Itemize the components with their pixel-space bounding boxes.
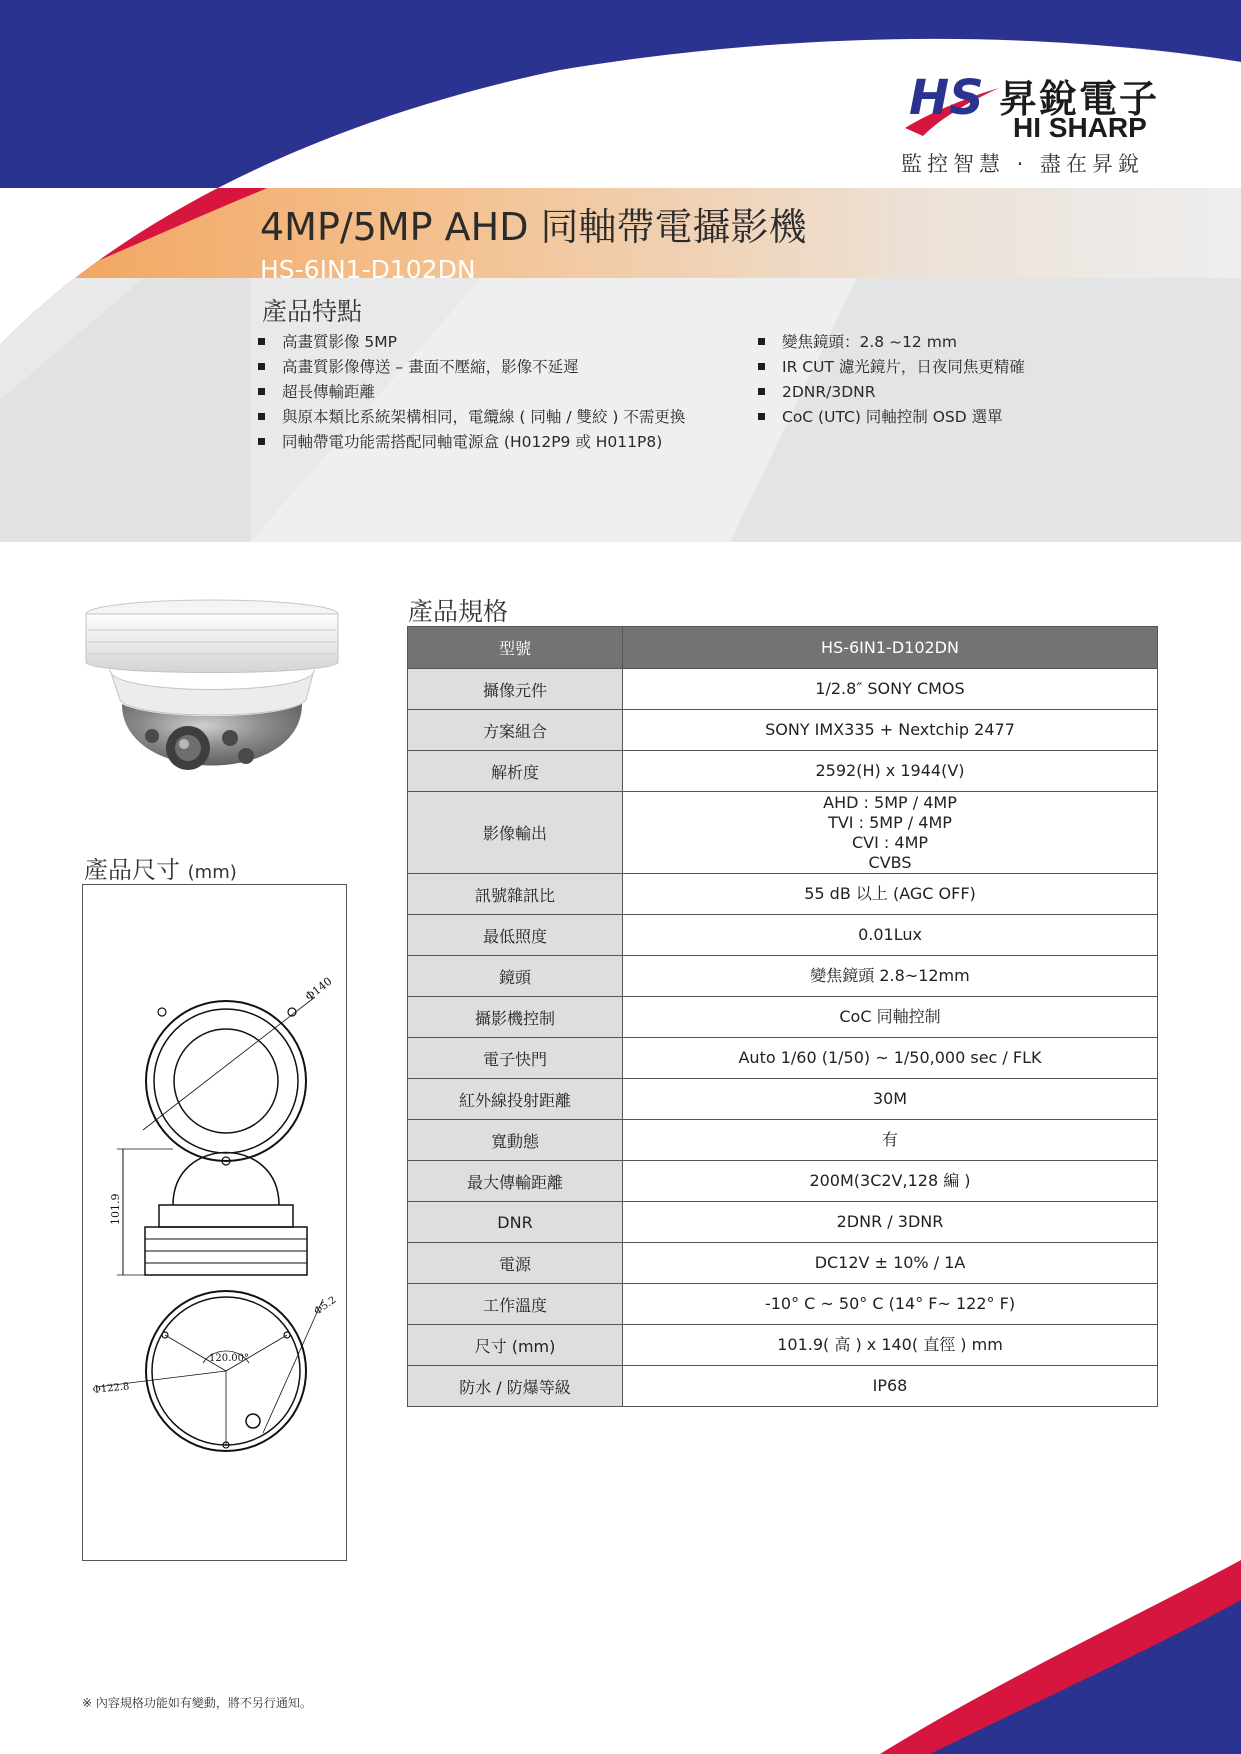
features-list-left (258, 330, 685, 455)
spec-value (623, 751, 1158, 792)
brand-name-en: HI SHARP (1013, 112, 1147, 143)
spec-value-line: 2DNR / 3DNR (836, 1212, 944, 1231)
spec-row (408, 1202, 1158, 1243)
bullet-icon (758, 388, 765, 395)
feature-item: IR CUT 濾光鏡片，日夜同焦更精確 (758, 355, 1025, 380)
spec-value-line: 變焦鏡頭 2.8~12mm (810, 966, 970, 985)
spec-key: 影像輸出 (408, 792, 623, 874)
spec-value (623, 1202, 1158, 1243)
spec-value (623, 956, 1158, 997)
spec-row (408, 1161, 1158, 1202)
spec-value (623, 1038, 1158, 1079)
spec-value-line: CoC 同軸控制 (839, 1007, 941, 1026)
dimension-diameter-label: Φ140 (302, 974, 335, 1004)
spec-header-key: 型號 (408, 627, 623, 669)
brand-slogan: 監控智慧 · 盡在昇銳 (901, 152, 1145, 176)
feature-item: 高畫質影像傳送 – 畫面不壓縮，影像不延遲 (258, 355, 685, 380)
feature-item: 與原本類比系統架構相同，電纜線 ( 同軸 / 雙絞 ) 不需更換 (258, 405, 685, 430)
spec-row (408, 915, 1158, 956)
spec-key: 最大傳輸距離 (408, 1161, 623, 1202)
bullet-icon (258, 388, 265, 395)
spec-row (408, 997, 1158, 1038)
spec-value-line: 有 (881, 1130, 898, 1149)
spec-key: 鏡頭 (408, 956, 623, 997)
logo-letters: HS (909, 70, 984, 126)
dimension-drawing (82, 884, 347, 1561)
product-title: 4MP/5MP AHD 同軸帶電攝影機 (260, 205, 807, 249)
spec-key: 尺寸 (mm) (408, 1325, 623, 1366)
dimension-drawing-svg (83, 885, 345, 1559)
spec-key: 電子快門 (408, 1038, 623, 1079)
spec-key: DNR (408, 1202, 623, 1243)
features-heading: 產品特點 (262, 297, 363, 326)
dimension-height-label: 101.9 (109, 1193, 122, 1225)
spec-value-line: 0.01Lux (858, 925, 922, 944)
dimensions-heading: 產品尺寸 (mm) (84, 856, 237, 884)
spec-key: 訊號雜訊比 (408, 874, 623, 915)
features-list-right (758, 330, 1025, 430)
spec-value (623, 1325, 1158, 1366)
spec-row (408, 669, 1158, 710)
feature-item: CoC (UTC) 同軸控制 OSD 選單 (758, 405, 1025, 430)
spec-key: 工作溫度 (408, 1284, 623, 1325)
brand-name-cn: 昇銳電子 (999, 77, 1160, 121)
spec-row (408, 1038, 1158, 1079)
feature-item: 同軸帶電功能需搭配同軸電源盒 (H012P9 或 H011P8) (258, 430, 685, 455)
dimension-hole-label: Φ5.2 (312, 1294, 339, 1318)
spec-value-line: IP68 (872, 1376, 908, 1395)
brand-logo (901, 62, 1161, 177)
spec-row (408, 1325, 1158, 1366)
spec-row (408, 792, 1158, 874)
spec-value (623, 915, 1158, 956)
spec-value (623, 792, 1158, 874)
feature-item: 高畫質影像 5MP (258, 330, 685, 355)
spec-value-line: AHD : 5MP / 4MP (823, 792, 957, 812)
hs-logo-icon (901, 66, 1001, 138)
spec-row (408, 1079, 1158, 1120)
spec-value (623, 1284, 1158, 1325)
spec-value (623, 669, 1158, 710)
spec-value-line: DC12V ± 10% / 1A (814, 1253, 966, 1272)
spec-key: 紅外線投射距離 (408, 1079, 623, 1120)
spec-key: 電源 (408, 1243, 623, 1284)
spec-row (408, 751, 1158, 792)
spec-value-line: TVI : 5MP / 4MP (828, 812, 952, 832)
bullet-icon (258, 438, 265, 445)
spec-row (408, 874, 1158, 915)
feature-item: 超長傳輸距離 (258, 380, 685, 405)
spec-key: 寬動態 (408, 1120, 623, 1161)
spec-value-line: SONY IMX335 + Nextchip 2477 (765, 720, 1015, 739)
spec-key: 攝像元件 (408, 669, 623, 710)
spec-value-line: 200M(3C2V,128 編 ) (809, 1171, 971, 1190)
spec-value-line: 2592(H) x 1944(V) (815, 761, 965, 780)
spec-row (408, 1243, 1158, 1284)
spec-key: 方案組合 (408, 710, 623, 751)
product-photo (80, 596, 350, 826)
spec-key: 解析度 (408, 751, 623, 792)
bullet-icon (258, 363, 265, 370)
spec-header-row (408, 627, 1158, 669)
spec-value (623, 1161, 1158, 1202)
bullet-icon (758, 413, 765, 420)
bullet-icon (258, 413, 265, 420)
spec-key: 防水 / 防爆等級 (408, 1366, 623, 1407)
spec-key: 最低照度 (408, 915, 623, 956)
spec-value-line: CVI : 4MP (851, 832, 929, 852)
spec-value (623, 1366, 1158, 1407)
bullet-icon (758, 363, 765, 370)
feature-item: 變焦鏡頭：2.8 ~12 mm (758, 330, 1025, 355)
title-area (260, 196, 807, 284)
spec-row (408, 710, 1158, 751)
bullet-icon (758, 338, 765, 345)
spec-body (408, 669, 1158, 1407)
product-model: HS-6IN1-D102DN (260, 255, 476, 284)
spec-value-line: 55 dB 以上 (AGC OFF) (804, 884, 976, 903)
spec-row (408, 1120, 1158, 1161)
spec-row (408, 1284, 1158, 1325)
footnote: ※ 內容規格功能如有變動，將不另行通知。 (82, 1696, 312, 1710)
spec-value (623, 1243, 1158, 1284)
spec-value-line: Auto 1/60 (1/50) ~ 1/50,000 sec / FLK (738, 1048, 1042, 1067)
spec-value-line: 1/2.8″ SONY CMOS (815, 679, 965, 698)
spec-value (623, 1120, 1158, 1161)
spec-value (623, 710, 1158, 751)
spec-header-value: HS-6IN1-D102DN (623, 627, 1158, 669)
spec-table (407, 626, 1158, 1407)
spec-value-line: -10° C ~ 50° C (14° F~ 122° F) (764, 1294, 1016, 1313)
feature-item: 2DNR/3DNR (758, 380, 1025, 405)
spec-row (408, 1366, 1158, 1407)
spec-value-line: CVBS (868, 852, 912, 872)
spec-row (408, 956, 1158, 997)
spec-value (623, 997, 1158, 1038)
spec-value (623, 874, 1158, 915)
spec-value (623, 1079, 1158, 1120)
dimension-angle-label: 120.00° (209, 1353, 249, 1364)
spec-key: 攝影機控制 (408, 997, 623, 1038)
spec-value-line: 101.9( 高 ) x 140( 直徑 ) mm (777, 1335, 1003, 1354)
dimension-mount-label: Φ122.8 (92, 1381, 130, 1396)
spec-value-line: 30M (872, 1089, 908, 1108)
specs-heading: 產品規格 (408, 597, 509, 626)
bullet-icon (258, 338, 265, 345)
